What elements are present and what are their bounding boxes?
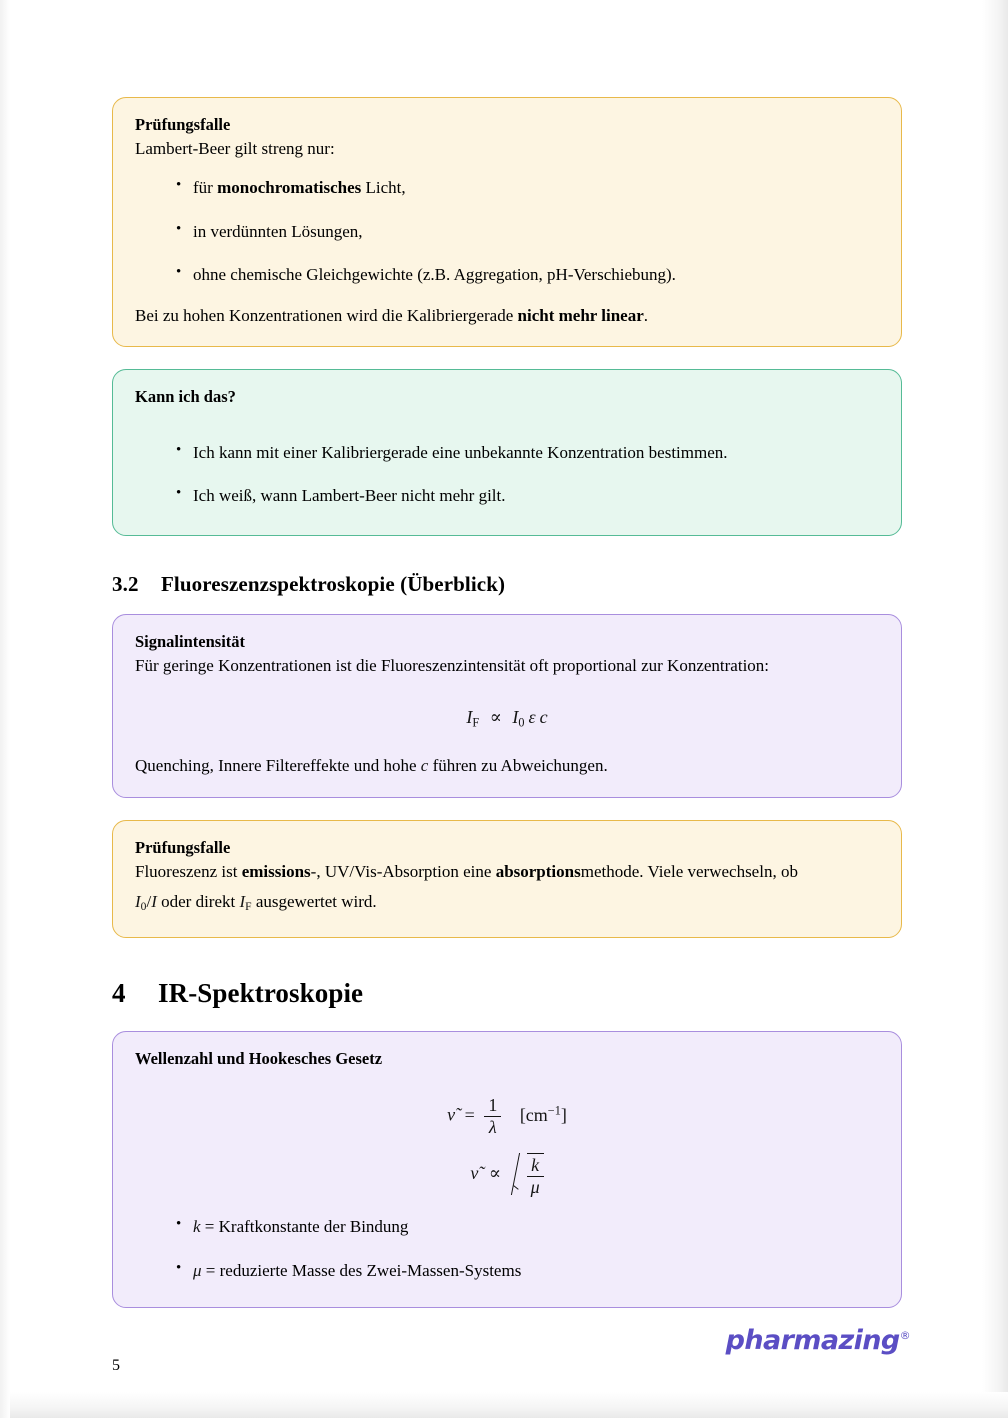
section-number: 4 — [112, 978, 126, 1009]
callout-exam-trap-1 — [112, 97, 902, 347]
formula-relation: ∝ — [489, 706, 502, 727]
unit-close: ] — [560, 1104, 567, 1125]
variable-description: reduzierte Masse des Zwei-Massen-Systems — [219, 1260, 522, 1280]
self-check-list — [135, 441, 879, 509]
fraction-numerator: k — [531, 1155, 540, 1176]
callout-intro-text: Lambert-Beer gilt streng nur: — [135, 139, 335, 159]
body-lead: Fluoreszenz ist — [135, 861, 242, 881]
variable-description: Kraftkonstante der Bindung — [218, 1217, 409, 1237]
callout-title: Prüfungsfalle — [135, 837, 231, 857]
callout-intro-text: Für geringe Konzentrationen ist die Fluoreszenzintensität oft proportional zur Konzentration: — [135, 656, 770, 676]
list-item-text: ohne chemische Gleichgewichte (z.B. Aggregation, pH-Verschiebung). — [193, 265, 676, 285]
callout-title: Wellenzahl und Hookesches Gesetz — [135, 1049, 383, 1069]
list-item-text-tail: Licht, — [361, 177, 406, 197]
ratio-numerator-subscript: 0 — [140, 900, 147, 914]
page-content — [112, 0, 902, 1308]
page-edge-shadow-left — [0, 0, 10, 1418]
variable-symbol: μ — [193, 1260, 202, 1280]
unit-wavenumber — [520, 1105, 567, 1125]
wavenumber-symbol: ν̃ — [447, 1104, 456, 1125]
formula-ratio-i0-over-i: $I_0/I$ — [135, 892, 157, 914]
ratio-numerator: I — [135, 892, 141, 912]
body-tail-2: ausgewertet wird. — [251, 892, 377, 912]
callout-closing-text — [135, 754, 879, 779]
callout-exam-trap-2 — [112, 820, 902, 939]
if-subscript: F — [245, 900, 252, 914]
section-title: Fluoreszenzspektroskopie (Überblick) — [161, 572, 506, 597]
callout-body-line-2 — [135, 890, 879, 915]
page-edge-shadow-right — [982, 0, 1008, 1418]
formula-wavenumber-hooke — [135, 1153, 879, 1197]
square-root — [512, 1153, 544, 1197]
ratio-denominator: I — [151, 892, 157, 912]
pharmazing-logo — [726, 1325, 910, 1356]
callout-closing-text — [135, 304, 879, 329]
list-item — [193, 220, 879, 245]
list-item: • Ich kann mit einer Kalibriergerade eine unbekannte Konzentration bestimmen. — [193, 441, 879, 466]
wavenumber-symbol-2: ν̃ — [470, 1163, 479, 1184]
formula-wavenumber-definition — [135, 1096, 879, 1137]
exam-trap-1-list — [135, 176, 879, 288]
callout-signal-intensity — [112, 614, 902, 798]
callout-body-line-1 — [135, 860, 879, 885]
formula-rhs-symbol: I — [512, 706, 519, 727]
formula-rhs-subscript: 0 — [518, 715, 525, 730]
page-edge-shadow-bottom — [0, 1392, 1008, 1418]
registered-trademark-icon: ® — [899, 1329, 910, 1342]
equals-sign: = — [205, 1260, 216, 1280]
body-tail: methode. Viele verwechseln, ob — [580, 861, 798, 881]
fraction-one-over-lambda — [484, 1096, 501, 1137]
list-item-emphasis: monochromatisches — [217, 177, 362, 197]
body-mid: -, UV/Vis-Absorption eine — [310, 861, 496, 881]
heading-section-4 — [112, 978, 902, 1009]
formula-fluorescence-intensity — [135, 707, 879, 728]
body-emphasis-absorption: absorptions — [495, 861, 581, 881]
callout-title: Kann ich das? — [135, 387, 236, 407]
section-title: IR-Spektroskopie — [158, 978, 364, 1009]
list-item — [193, 263, 879, 288]
fraction-numerator: 1 — [488, 1095, 498, 1116]
closing-text-lead: Quenching, Innere Filtereffekte und hohe — [135, 755, 421, 775]
formula-if — [239, 892, 252, 914]
if-symbol: I — [239, 892, 246, 912]
formula-lhs-subscript: F — [472, 715, 480, 730]
callout-self-check — [112, 369, 902, 536]
list-item-text: in verdünnten Lösungen, — [193, 221, 363, 241]
list-item — [193, 176, 879, 201]
callout-wavenumber — [112, 1031, 902, 1308]
proportional-sign: ∝ — [488, 1163, 502, 1184]
list-item: • Ich weiß, wann Lambert-Beer nicht mehr gilt. — [193, 484, 879, 509]
list-item-text: für — [193, 177, 218, 197]
equals-sign: = — [464, 1104, 475, 1125]
fraction-denominator: λ — [484, 1116, 501, 1137]
logo-wordmark: pharmazing — [725, 1325, 900, 1356]
list-item — [193, 1259, 879, 1284]
section-number: 3.2 — [112, 572, 139, 597]
body-emphasis-emission: emissions — [241, 861, 311, 881]
heading-section-3-2 — [112, 572, 902, 597]
closing-text-tail: . — [643, 305, 649, 325]
closing-text-tail: führen zu Abweichungen. — [428, 755, 608, 775]
callout-title: Prüfungsfalle — [135, 115, 231, 134]
callout-title: Signalintensität — [135, 632, 246, 652]
unit-open: [cm — [519, 1104, 548, 1125]
closing-text-lead: Bei zu hohen Konzentrationen wird die Kalibriergerade — [135, 305, 518, 325]
formula-lhs-symbol: I — [466, 706, 473, 727]
wavenumber-variable-list — [135, 1215, 879, 1283]
body-mid-2: oder direkt — [156, 892, 240, 912]
fraction-denominator: μ — [527, 1176, 544, 1197]
list-item — [193, 1215, 879, 1240]
page-number: 5 — [112, 1357, 120, 1374]
unit-exponent: −1 — [547, 1103, 561, 1118]
variable-symbol: k — [193, 1217, 201, 1237]
formula-concentration: c — [539, 706, 548, 727]
formula-epsilon: ε — [528, 706, 536, 727]
closing-text-math: c — [420, 755, 429, 775]
closing-text-emphasis: nicht mehr linear — [517, 305, 644, 325]
fraction-k-over-mu — [527, 1156, 544, 1197]
equals-sign: = — [204, 1217, 215, 1237]
